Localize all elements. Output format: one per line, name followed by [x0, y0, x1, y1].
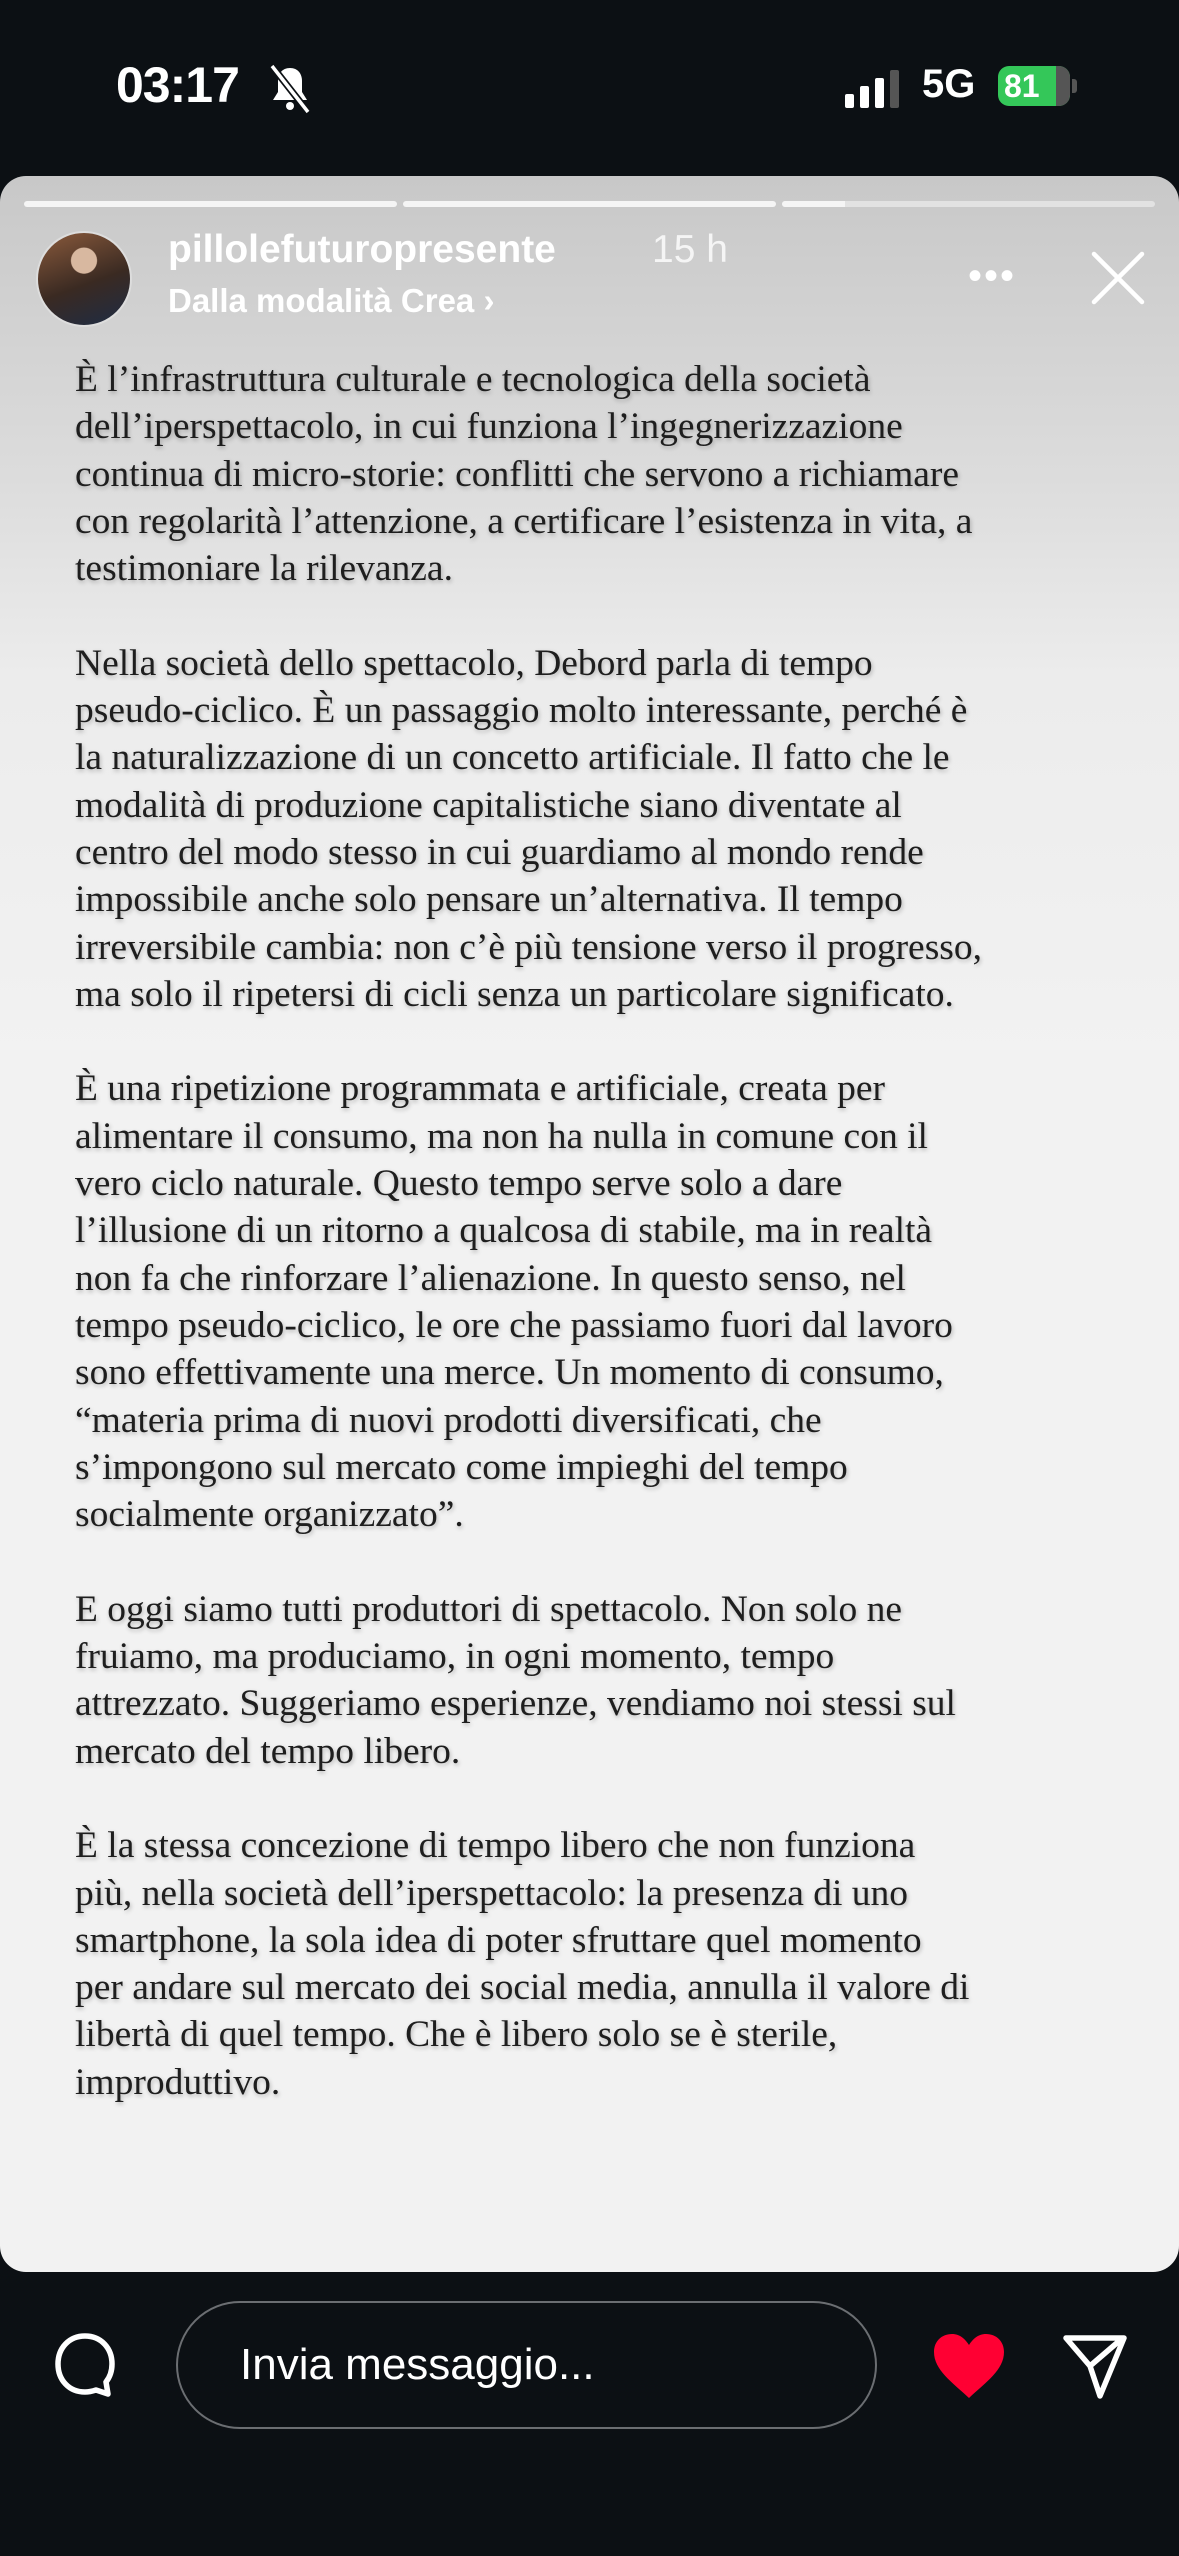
text-line: impossibile anche solo pensare un’alternativa. Il tempo: [75, 879, 903, 921]
text-line: vero ciclo naturale. Questo tempo serve solo a dare: [75, 1163, 843, 1205]
text-line: irreversibile cambia: non c’è più tensione verso il progresso,: [75, 926, 983, 968]
text-line: centro del modo stesso in cui guardiamo al mondo rende: [75, 831, 924, 873]
battery-icon: [998, 66, 1070, 106]
text-line: per andare sul mercato dei social media, annulla il valore di: [75, 1967, 970, 2009]
text-line: Nella società dello spettacolo, Debord parla di tempo: [75, 642, 873, 684]
progress-fill: [403, 201, 776, 207]
username[interactable]: pillolefuturopresente: [168, 228, 556, 271]
text-line: non fa che rinforzare l’alienazione. In questo senso, nel: [75, 1257, 906, 1299]
status-bar: [0, 0, 1179, 170]
story-text: [75, 356, 1135, 2153]
text-line: s’impongono sul mercato come impieghi del tempo: [75, 1446, 848, 1488]
progress-segment: [24, 201, 397, 207]
paragraph: [75, 1822, 1135, 2106]
close-icon[interactable]: [1088, 248, 1148, 308]
story-age: 15 h: [652, 228, 728, 271]
text-line: la naturalizzazione di un concetto artificiale. Il fatto che le: [75, 737, 950, 779]
text-line: tempo pseudo-ciclico, le ore che passiamo fuori dal lavoro: [75, 1304, 953, 1346]
paragraph: [75, 1586, 1135, 1775]
clock: 03:17: [116, 57, 239, 113]
text-line: continua di micro-storie: conflitti che servono a richiamare: [75, 453, 960, 495]
text-line: fruiamo, ma produciamo, in ogni momento, tempo: [75, 1636, 835, 1678]
text-line: attrezzato. Suggeriamo esperienze, vendiamo noi stessi sul: [75, 1683, 956, 1725]
text-line: E oggi siamo tutti produttori di spettacolo. Non solo ne: [75, 1588, 902, 1630]
text-line: più, nella società dell’iperspettacolo: la presenza di uno: [75, 1872, 909, 1914]
text-line: modalità di produzione capitalistiche siano diventate al: [75, 784, 902, 826]
text-line: È la stessa concezione di tempo libero che non funziona: [75, 1825, 916, 1867]
text-line: l’illusione di un ritorno a qualcosa di stabile, ma in realtà: [75, 1210, 933, 1252]
text-line: improduttivo.: [75, 2061, 281, 2103]
story-footer: [0, 2272, 1179, 2556]
text-line: socialmente organizzato”.: [75, 1494, 464, 1536]
battery-level: 81: [1004, 68, 1040, 104]
text-line: È l’infrastruttura culturale e tecnologica della società: [75, 359, 871, 400]
progress-fill: [24, 201, 397, 207]
heart-icon[interactable]: [932, 2332, 1006, 2400]
silent-bell-icon: [268, 64, 312, 114]
progress-segment: [782, 201, 1155, 207]
network-type: 5G: [922, 62, 976, 106]
text-line: pseudo-ciclico. È un passaggio molto interessante, perché è: [75, 690, 968, 732]
create-mode-link[interactable]: Dalla modalità Crea ›: [168, 282, 495, 319]
avatar[interactable]: [36, 231, 132, 327]
text-line: con regolarità l’attenzione, a certificare l’esistenza in vita, a: [75, 500, 973, 542]
signal-icon: [845, 68, 899, 108]
paragraph: [75, 640, 1135, 1018]
message-input[interactable]: Invia messaggio...: [176, 2301, 877, 2429]
text-line: mercato del tempo libero.: [75, 1730, 461, 1772]
paragraph: [75, 1065, 1135, 1538]
progress-segment: [403, 201, 776, 207]
text-line: “materia prima di nuovi prodotti diversificati, che: [75, 1399, 822, 1441]
story-card[interactable]: [0, 176, 1179, 2272]
text-line: alimentare il consumo, ma non ha nulla in comune con il: [75, 1115, 928, 1157]
text-line: sono effettivamente una merce. Un momento di consumo,: [75, 1352, 944, 1394]
comment-icon[interactable]: [50, 2330, 120, 2402]
battery-nub: [1072, 79, 1077, 93]
progress-fill: [782, 201, 845, 207]
text-line: testimoniare la rilevanza.: [75, 548, 453, 590]
paragraph: [75, 356, 1135, 592]
text-line: ma solo il ripetersi di cicli senza un particolare significato.: [75, 973, 954, 1015]
text-line: smartphone, la sola idea di poter sfruttare quel momento: [75, 1919, 922, 1961]
send-icon[interactable]: [1060, 2330, 1130, 2402]
more-options-icon[interactable]: •••: [968, 254, 1017, 298]
text-line: libertà di quel tempo. Che è libero solo se è sterile,: [75, 2014, 838, 2056]
story-progress: [24, 201, 1155, 207]
text-line: È una ripetizione programmata e artificiale, creata per: [75, 1068, 885, 1110]
text-line: dell’iperspettacolo, in cui funziona l’ingegnerizzazione: [75, 406, 903, 448]
